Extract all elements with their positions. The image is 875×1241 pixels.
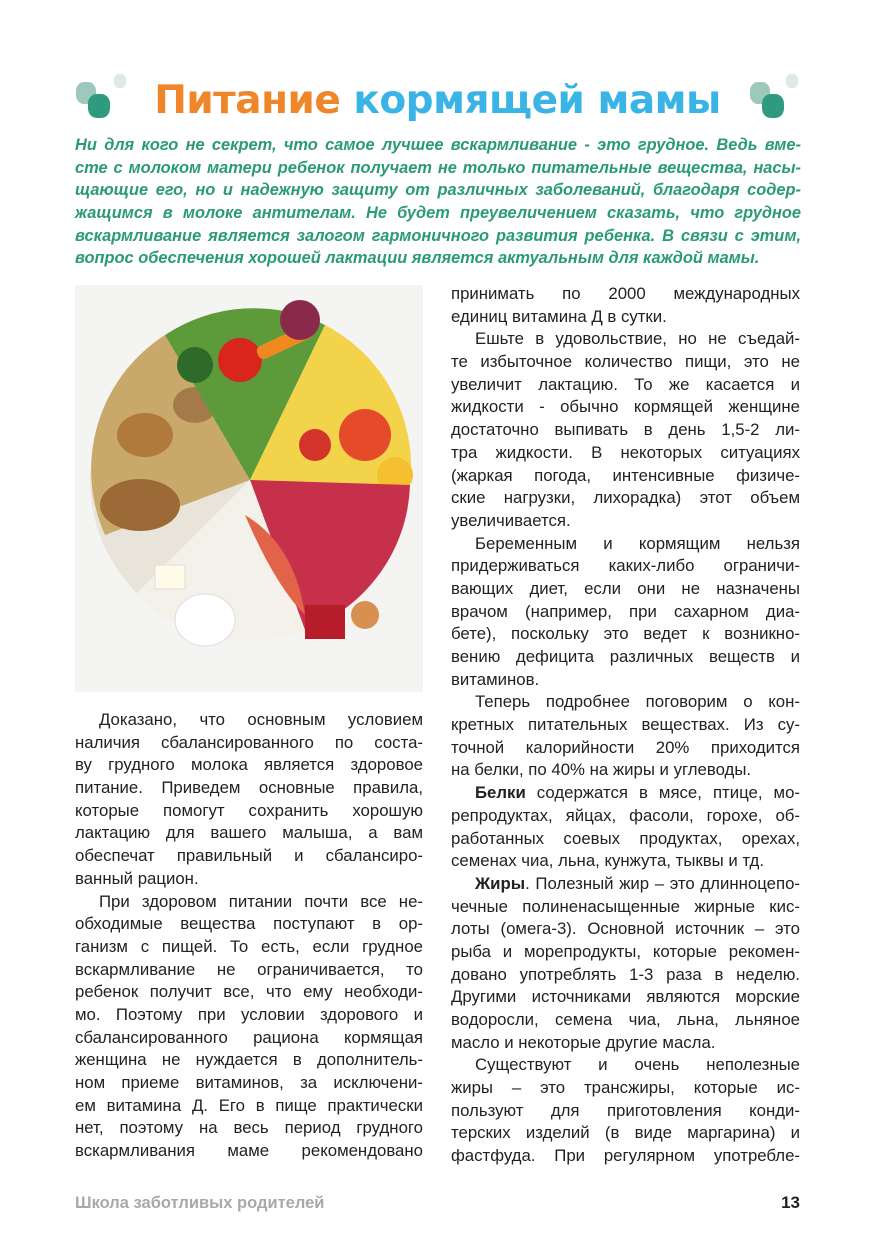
text-line: обходимые вещества поступают в ор-: [75, 914, 423, 934]
paragraph: [451, 691, 800, 782]
text-line: точной калорийности 20% приходится: [451, 737, 800, 757]
text-line: лоты (омега-3). Основной источник – это: [451, 919, 800, 939]
text-line: витаминов.: [451, 669, 540, 689]
lead-term: Жиры: [475, 873, 526, 893]
text-line: жиры – это трансжиры, которые ис-: [451, 1078, 800, 1098]
text-line: Существуют и очень неполезные: [475, 1055, 800, 1075]
text-line: (жаркая погода, интенсивные физиче-: [451, 465, 800, 485]
paragraph: [451, 782, 800, 873]
title-part-orange: Питание: [154, 78, 341, 123]
food-illustration: [75, 285, 423, 692]
text-line: мо. Поэтому при условии здорового и: [75, 1004, 423, 1024]
text-line: достаточно выпивать в день 1,5-2 ли-: [451, 420, 800, 440]
text-line: ванный рацион.: [75, 868, 199, 888]
text-line: Беременным и кормящим нельзя: [475, 533, 800, 553]
text-line: чечные полиненасыщенные жирные кис-: [451, 896, 800, 916]
text-line: Ешьте в удовольствие, но не съедай-: [475, 329, 800, 349]
text-line: семенах чиа, льна, кунжута, тыквы и тд.: [451, 851, 764, 871]
footer-publication: Школа заботливых родителей: [75, 1194, 325, 1212]
intro-line: жащимся в молоке антителам. Не будет преувеличением сказать, что грудное: [75, 204, 801, 223]
intro-line: Ни для кого не секрет, что самое лучшее вскармливание - это грудное. Ведь вме-: [75, 136, 801, 154]
text-line: ву грудного молока является здоровое: [75, 755, 423, 775]
text-line: ские нагрузки, лихорадка) этот объем: [451, 488, 800, 508]
text-line: терских изделий (в виде маргарина) и: [451, 1123, 800, 1143]
paragraph: [451, 1054, 800, 1167]
text-line: жидкости - обычно кормящей женщине: [451, 397, 800, 417]
left-column-text: [75, 709, 423, 1163]
text-line: вскармливание не ограничивается, то: [75, 959, 423, 979]
text-line: масло и некоторые другие масла.: [451, 1032, 716, 1052]
page-title: [0, 78, 875, 123]
intro-line: вскармливание является залогом гармоничного развития ребенка. В связи с этим,: [75, 226, 801, 245]
text-line: ганизм с пищей. То есть, если грудное: [75, 936, 423, 956]
paragraph: [451, 533, 800, 692]
text-line: на белки, по 40% на жиры и углеводы.: [451, 760, 752, 780]
text-line: фастфуда. При регулярном употребле-: [451, 1146, 800, 1166]
text-line: ребенок получит все, что ему необходи-: [75, 982, 423, 1002]
text-line: питание. Приведем основные правила,: [75, 778, 423, 798]
intro-line: щающие его, но и надежную защиту от различных заболеваний, благодаря содер-: [75, 181, 801, 200]
text-line: бете), поскольку это ведет к возникно-: [451, 624, 800, 644]
text-line: придерживаться каких-либо ограничи-: [451, 556, 800, 576]
page-number: 13: [781, 1193, 800, 1212]
paragraph: [75, 709, 423, 891]
text-line: женщина не нуждается в дополнитель-: [75, 1050, 423, 1070]
food-photo: [75, 285, 423, 692]
text-line: вению дефицита различных веществ и: [451, 647, 800, 666]
text-line: Теперь подробнее поговорим о кон-: [475, 692, 800, 712]
text-line: Другими источниками являются морские: [451, 987, 800, 1007]
paragraph: [75, 891, 423, 1163]
text-line: тра жидкости. В некоторых ситуациях: [451, 442, 800, 462]
text-line: ном приеме витаминов, за исключени-: [75, 1073, 423, 1092]
paragraph: [451, 328, 800, 532]
text-line: водоросли, семена чиа, льна, льняное: [451, 1010, 800, 1029]
text-line: увеличит лактацию. То же касается и: [451, 374, 800, 394]
text-line: которые помогут сохранить хорошую: [75, 800, 423, 820]
text-line: сбалансированного рациона кормящая: [75, 1027, 423, 1047]
text-line: кретных питательных веществах. Из су-: [451, 715, 800, 735]
text-line: те избыточное количество пищи, это не: [451, 352, 800, 372]
intro-paragraph: [75, 134, 801, 270]
text-line: единиц витамина Д в сутки.: [451, 306, 667, 326]
text-line: Доказано, что основным условием: [99, 710, 423, 729]
text-line: обеспечат правильный и сбалансиро-: [75, 846, 423, 866]
text-line: нет, поэтому на весь период грудного: [75, 1118, 423, 1138]
intro-line: вопрос обеспечения хорошей лактации является актуальным для каждой мамы.: [75, 249, 760, 268]
text-line: вающих диет, если они не назначены: [451, 578, 800, 598]
text-line: [451, 782, 800, 805]
text-line-rest: . Полезный жир – это длинноцепо-: [525, 873, 800, 893]
text-line: репродуктах, яйцах, фасоли, горохе, об-: [451, 805, 800, 825]
title-part-blue: кормящей мамы: [353, 78, 721, 123]
text-line: [451, 873, 800, 896]
text-line: врачом (например, при сахарном диа-: [451, 601, 800, 621]
text-line: довано употреблять 1-3 раза в неделю.: [451, 964, 800, 984]
text-line: вскармливания маме рекомендовано: [75, 1141, 423, 1161]
text-line: увеличивается.: [451, 510, 571, 530]
text-line: принимать по 2000 международных: [451, 284, 800, 303]
text-line: работанных соевых продуктах, орехах,: [451, 828, 800, 848]
text-line: лактацию для вашего малыша, а вам: [75, 823, 423, 843]
paragraph: [451, 283, 800, 328]
text-line: ем витамина Д. Его в пище практически: [75, 1095, 423, 1115]
text-line: рыба и морепродукты, которые рекомен-: [451, 941, 800, 961]
intro-line: сте с молоком матери ребенок получает не только питательные вещества, насы-: [75, 158, 801, 177]
text-line: пользуют для приготовления конди-: [451, 1100, 800, 1120]
text-line-rest: содержатся в мясе, птице, мо-: [525, 783, 800, 803]
right-column-text: [451, 283, 800, 1168]
lead-term: Белки: [475, 783, 526, 803]
text-line: наличия сбалансированного по соста-: [75, 732, 423, 752]
paragraph: [451, 873, 800, 1055]
text-line: При здоровом питании почти все не-: [99, 891, 423, 911]
